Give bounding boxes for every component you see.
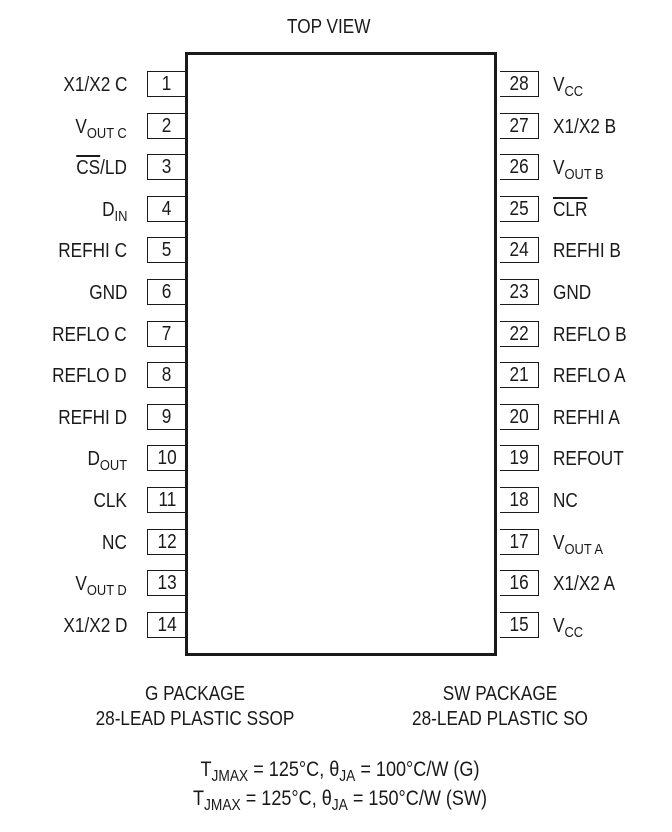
pin-name-subscript: CC [564, 624, 584, 641]
pin-label [76, 158, 127, 178]
pin-label [553, 158, 604, 182]
pin-label [553, 533, 603, 557]
pin-number [147, 321, 186, 347]
pin-number-text: 27 [509, 115, 529, 137]
pin-number-text: 3 [162, 156, 172, 178]
pin-number-text: 23 [509, 281, 529, 303]
pin-label [94, 491, 127, 511]
pin-name-text: REFHI C [58, 240, 127, 262]
pin-label [89, 283, 127, 303]
pin-number [500, 321, 539, 347]
pin-name-main: V [553, 532, 565, 554]
pin-number [500, 196, 539, 222]
pin-number [500, 529, 539, 555]
pin-name-subscript: CC [564, 83, 584, 100]
pin-name-text: X1/X2 A [553, 573, 616, 595]
pin-number-text: 7 [162, 323, 172, 345]
pin-name-subscript: IN [114, 208, 127, 225]
package-g-name: G PACKAGE [144, 683, 246, 705]
pin-name-main: V [553, 157, 565, 179]
pin-number [147, 362, 186, 388]
pin-number-text: 19 [509, 447, 529, 469]
pin-name-text: NC [102, 532, 127, 554]
pin-label [76, 574, 127, 598]
pin-label [52, 325, 127, 345]
pin-number-text: 13 [157, 572, 177, 594]
pin-name-text: REFHI D [58, 407, 127, 429]
pin-number [147, 237, 186, 263]
pin-name-active-low: $\overline{CS}$ [76, 157, 101, 179]
pin-label [553, 366, 626, 386]
pin-label [553, 117, 616, 137]
pin-number-text: 26 [509, 156, 529, 178]
pin-number-text: 17 [509, 531, 529, 553]
pin-number [500, 71, 539, 97]
pin-number-text: 28 [509, 73, 529, 95]
pin-label [553, 408, 620, 428]
ic-package-body [185, 52, 497, 656]
pin-number [500, 612, 539, 638]
pin-name-subscript: OUT A [564, 541, 603, 558]
thermal-spec-sw [116, 787, 563, 815]
pin-label [553, 574, 615, 594]
pin-number-text: 16 [509, 572, 529, 594]
pin-name-main: D [101, 199, 115, 221]
pin-label [553, 75, 583, 99]
tjmax-symbol: T [192, 787, 205, 810]
pin-number-text: 20 [509, 406, 529, 428]
package-g-label [70, 682, 319, 732]
pin-name-text: NC [553, 490, 578, 512]
pin-number-text: 6 [162, 281, 172, 303]
pin-name-text: REFLO A [553, 365, 626, 387]
pin-label [553, 449, 624, 469]
pin-label [102, 533, 127, 553]
pin-label [553, 616, 583, 640]
pin-name-subscript: OUT D [87, 582, 127, 599]
pin-label [58, 408, 127, 428]
pin-label [76, 117, 127, 141]
tjmax-value-g: = 125°C, [248, 758, 330, 781]
pin-number-text: 18 [509, 489, 529, 511]
pin-number-text: 8 [162, 364, 172, 386]
pin-name-text: REFLO B [553, 324, 627, 346]
pin-number [500, 237, 539, 263]
pin-name-main: D [87, 448, 100, 470]
pin-number-text: 14 [157, 614, 177, 636]
package-sw-label [375, 682, 624, 732]
pin-label [63, 75, 127, 95]
pin-name-text: GND [88, 282, 127, 304]
pin-number-text: 5 [162, 239, 172, 261]
pin-name-subscript: OUT [99, 457, 127, 474]
pin-label [553, 283, 591, 303]
pin-name-main: V [75, 573, 88, 595]
pin-name-text: GND [553, 282, 592, 304]
pin-number [500, 487, 539, 513]
pin-number [500, 570, 539, 596]
pin-number [147, 570, 186, 596]
pin-number [500, 113, 539, 139]
pin-name-active-low: $\overline{CLR}$ [553, 199, 588, 221]
pin-number-text: 24 [509, 239, 529, 261]
tjmax-subscript: JMAX [211, 768, 249, 785]
pin-number [147, 445, 186, 471]
pin-label [58, 241, 127, 261]
pin-name-text: REFHI B [553, 240, 621, 262]
pin-number-text: 15 [509, 614, 529, 636]
pin-number-text: 2 [162, 115, 172, 137]
pin-name-text: X1/X2 D [62, 615, 127, 637]
pin-number-text: 10 [157, 447, 177, 469]
pin-number-text: 22 [509, 323, 529, 345]
tjmax-subscript: JMAX [204, 797, 241, 814]
package-g-desc: 28-LEAD PLASTIC SSOP [95, 708, 295, 730]
pin-label [52, 366, 127, 386]
pin-number [500, 154, 539, 180]
pin-label [553, 200, 587, 220]
pin-number [147, 71, 186, 97]
pin-number [147, 196, 186, 222]
pin-name-main: V [75, 116, 88, 138]
pin-number [147, 113, 186, 139]
pin-name-subscript: OUT C [87, 125, 127, 142]
pin-name-text: REFLO C [52, 324, 127, 346]
package-sw-desc: 28-LEAD PLASTIC SO [412, 708, 588, 730]
pin-number [147, 279, 186, 305]
pin-name-text: X1/X2 B [553, 116, 617, 138]
pin-number [147, 154, 186, 180]
pin-name-subscript: OUT B [564, 166, 604, 183]
pin-number-text: 25 [509, 198, 529, 220]
pin-number [147, 612, 186, 638]
pin-number-text: 1 [162, 73, 172, 95]
pin-name-text: CLK [93, 490, 127, 512]
pin-name-text: REFOUT [553, 448, 624, 470]
theta-subscript: JA [339, 768, 356, 785]
pin-number [147, 487, 186, 513]
pin-label [553, 241, 621, 261]
pin-number [500, 404, 539, 430]
pin-number-text: 9 [162, 406, 172, 428]
pin-name-suffix: /LD [100, 157, 127, 179]
pin-label [87, 449, 127, 473]
pin-number-text: 21 [509, 364, 529, 386]
pin-label [553, 491, 578, 511]
thermal-spec-g [116, 758, 563, 786]
theta-value-g: = 100°C/W (G) [355, 758, 480, 781]
pin-label [102, 200, 127, 224]
pin-number-text: 4 [162, 198, 172, 220]
pin-number-text: 12 [157, 531, 177, 553]
pin-name-main: V [553, 74, 565, 96]
pin-number [500, 445, 539, 471]
pin-name-text: X1/X2 C [62, 74, 127, 96]
theta-symbol: θ [329, 758, 340, 781]
package-sw-name: SW PACKAGE [442, 683, 558, 705]
pin-label [63, 616, 127, 636]
theta-symbol: θ [321, 787, 332, 810]
pin-number [147, 404, 186, 430]
pin-name-main: V [553, 615, 565, 637]
pin-name-text: REFLO D [52, 365, 127, 387]
theta-subscript: JA [331, 797, 348, 814]
tjmax-value-sw: = 125°C, [240, 787, 322, 810]
pin-number [500, 362, 539, 388]
tjmax-symbol: T [200, 758, 212, 781]
pin-number [147, 529, 186, 555]
diagram-title: TOP VIEW [287, 16, 371, 38]
pin-name-text: REFHI A [553, 407, 620, 429]
pin-label [553, 325, 627, 345]
pin-number [500, 279, 539, 305]
theta-value-sw: = 150°C/W (SW) [347, 787, 488, 810]
pin-number-text: 11 [158, 489, 176, 511]
